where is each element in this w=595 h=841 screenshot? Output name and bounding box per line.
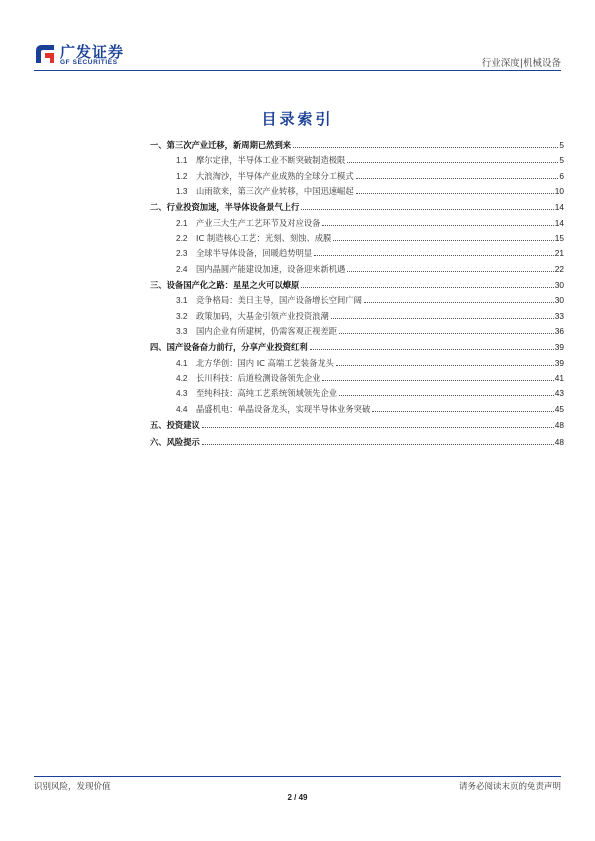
toc-entry-title: 三、设备国产化之路：星星之火可以燎原 (150, 280, 300, 291)
toc-section-entry[interactable] (150, 246, 564, 261)
toc-page-number: 5 (559, 140, 564, 150)
toc-leader-dots (310, 349, 554, 350)
toc-leader-dots (364, 302, 554, 303)
toc-section-number: 2.2 (176, 232, 188, 243)
toc-page-number: 6 (559, 170, 564, 181)
toc-leader-dots (347, 162, 558, 163)
report-category: 行业深度|机械设备 (481, 58, 561, 69)
toc-leader-dots (356, 193, 554, 194)
toc-section-number: 1.2 (176, 170, 188, 181)
toc-entry-title: 摩尔定律，半导体工业不断突破制造极限 (196, 155, 346, 166)
toc-section-entry[interactable] (150, 216, 564, 231)
toc-section-number: 4.2 (176, 373, 188, 384)
toc-section-entry[interactable] (150, 293, 564, 308)
toc-entry-title: 北方华创：国内 IC 高端工艺装备龙头 (196, 357, 334, 368)
toc-chapter-entry[interactable] (150, 200, 564, 215)
toc-page-number: 14 (554, 217, 564, 228)
toc-leader-dots (347, 271, 553, 272)
toc-leader-dots (333, 240, 553, 241)
toc-page-number: 15 (554, 232, 564, 243)
toc-leader-dots (322, 225, 553, 226)
toc-entry-title: 政策加码，大基金引领产业投资浪潮 (196, 310, 329, 321)
company-logo (34, 40, 134, 70)
toc-section-entry[interactable] (150, 386, 564, 401)
toc-title: 目录索引 (261, 110, 334, 128)
toc-section-entry[interactable] (150, 371, 564, 386)
toc-entry-title: 大浪淘沙，半导体产业成熟的全球分工模式 (196, 170, 354, 181)
toc-section-number: 1.3 (176, 185, 188, 196)
toc-entry-title: 至纯科技：高纯工艺系统领域领先企业 (196, 388, 338, 399)
toc-chapter-entry[interactable] (150, 435, 564, 450)
toc-entry-title: 一、第三次产业迁移，新周期已然到来 (150, 140, 292, 150)
toc-leader-dots (372, 411, 554, 412)
footer-disclaimer-note: 请务必阅读末页的免责声明 (458, 782, 561, 792)
toc-entry-title: 国内企业有所建树，仍需客观正视差距 (196, 325, 338, 336)
toc-leader-dots (301, 209, 553, 210)
toc-leader-dots (336, 365, 554, 366)
toc-section-entry[interactable] (150, 356, 564, 371)
toc-entry-title: IC 制造核心工艺：光刻、刻蚀、成膜 (196, 232, 332, 243)
toc-leader-dots (293, 147, 558, 148)
toc-page-number: 14 (554, 202, 564, 213)
header-divider (34, 70, 561, 71)
toc-section-entry[interactable] (150, 231, 564, 246)
toc-section-number: 4.1 (176, 357, 188, 368)
toc-section-entry[interactable] (150, 184, 564, 199)
toc-section-number: 2.3 (176, 248, 188, 259)
toc-page-number: 43 (554, 388, 564, 399)
footer-slogan: 识别风险，发现价值 (34, 782, 111, 792)
toc-page-number: 22 (554, 263, 564, 274)
toc-entry-title: 晶盛机电：单晶设备龙头，实现半导体业务突破 (196, 403, 371, 414)
toc-page-number: 39 (554, 342, 564, 353)
toc-leader-dots (301, 287, 553, 288)
toc-section-number: 3.1 (176, 295, 188, 306)
toc-leader-dots (331, 318, 554, 319)
toc-entry-title: 产业三大生产工艺环节及对应设备 (196, 217, 321, 228)
toc-entry-title: 全球半导体设备，回暖趋势明显 (196, 248, 313, 259)
toc-entry-title: 五、投资建议 (150, 420, 200, 431)
toc-section-number: 3.3 (176, 325, 188, 336)
toc-entry-title: 竞争格局：美日主导，国产设备增长空间广阔 (196, 295, 362, 306)
toc-section-entry[interactable] (150, 324, 564, 339)
toc-section-entry[interactable] (150, 402, 564, 417)
toc-section-number: 2.1 (176, 217, 188, 228)
footer-divider (34, 776, 561, 777)
toc-leader-dots (322, 380, 553, 381)
toc-leader-dots (202, 444, 554, 445)
toc-section-number: 3.2 (176, 310, 188, 321)
toc-section-entry[interactable] (150, 169, 564, 184)
toc-leader-dots (314, 255, 554, 256)
toc-section-number: 4.4 (176, 403, 188, 414)
toc-section-entry[interactable] (150, 309, 564, 324)
toc-section-number: 2.4 (176, 263, 188, 274)
toc-leader-dots (339, 395, 554, 396)
toc-section-entry[interactable] (150, 153, 564, 168)
toc-leader-dots (356, 178, 559, 179)
toc-leader-dots (339, 333, 554, 334)
toc-entry-title: 山雨欲来，第三次产业转移，中国迅速崛起 (196, 185, 354, 196)
toc-page-number: 5 (559, 155, 564, 166)
toc-section-number: 4.3 (176, 388, 188, 399)
toc-page-number: 33 (554, 310, 564, 321)
toc-entry-title: 长川科技：后道检测设备领先企业 (196, 373, 321, 384)
toc-entry-title: 国内晶圆产能建设加速，设备迎来新机遇 (196, 263, 346, 274)
toc-chapter-entry[interactable] (150, 340, 564, 355)
toc-page-number: 30 (554, 280, 564, 291)
toc-page-number: 21 (554, 248, 564, 259)
toc-page-number: 30 (554, 295, 564, 306)
toc-page-number: 45 (554, 403, 564, 414)
toc-page-number: 41 (554, 373, 564, 384)
toc-section-entry[interactable] (150, 262, 564, 277)
table-of-contents (150, 138, 564, 450)
logo-chinese-name: 广发证券 (60, 43, 125, 61)
toc-page-number: 48 (554, 420, 564, 431)
toc-entry-title: 四、国产设备奋力前行，分享产业投资红利 (150, 342, 308, 353)
logo-english-name: GF SECURITIES (60, 59, 118, 66)
toc-entry-title: 二、行业投资加速，半导体设备景气上行 (150, 202, 300, 213)
toc-page-number: 10 (554, 185, 564, 196)
toc-entry-title: 六、风险提示 (150, 436, 200, 447)
gf-logo-icon (34, 42, 56, 66)
toc-page-number: 48 (554, 436, 564, 447)
toc-chapter-entry[interactable] (150, 418, 564, 433)
toc-section-number: 1.1 (176, 155, 188, 166)
page-number: 2 / 49 (287, 793, 308, 802)
toc-chapter-entry[interactable] (150, 278, 564, 293)
toc-page-number: 39 (554, 357, 564, 368)
toc-page-number: 36 (554, 325, 564, 336)
toc-chapter-entry[interactable] (150, 138, 564, 153)
toc-leader-dots (202, 427, 554, 428)
